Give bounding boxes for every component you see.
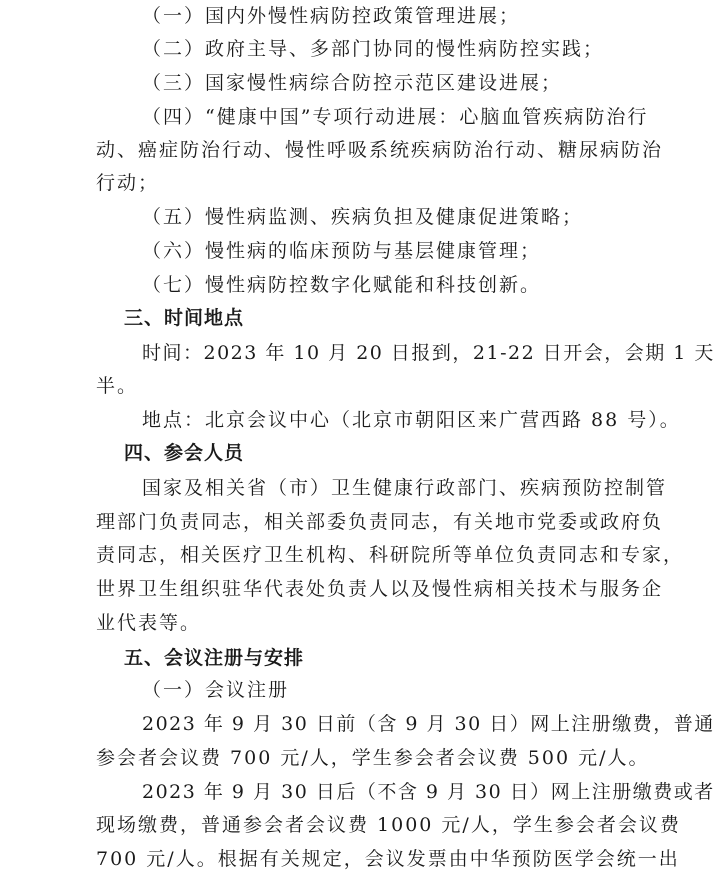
section-4-heading: 四、参会人员 <box>124 442 245 465</box>
time-line-2: 半。 <box>96 374 139 397</box>
attendees-line-1: 国家及相关省（市）卫生健康行政部门、疾病预防控制管 <box>142 476 668 499</box>
section-3-heading: 三、时间地点 <box>124 307 245 330</box>
fee-para-2-line-1: 2023 年 9 月 30 日后（不含 9 月 30 日）网上注册缴费或者 <box>142 780 715 803</box>
attendees-line-2: 理部门负责同志，相关部委负责同志，有关地市党委或政府负 <box>96 510 664 533</box>
fee-para-2-line-2: 现场缴费，普通参会者会议费 1000 元/人，学生参会者会议费 <box>96 814 681 837</box>
attendees-line-3: 责同志，相关医疗卫生机构、科研院所等单位负责同志和专家， <box>96 544 685 567</box>
fee-para-1-line-1: 2023 年 9 月 30 日前（含 9 月 30 日）网上注册缴费，普通 <box>142 713 715 736</box>
list-item-4-cont2: 行动； <box>96 171 160 194</box>
list-item-6: （六）慢性病的临床预防与基层健康管理； <box>142 239 542 262</box>
attendees-line-4: 世界卫生组织驻华代表处负责人以及慢性病相关技术与服务企 <box>96 578 664 601</box>
list-item-4-cont: 动、癌症防治行动、慢性呼吸系统疾病防治行动、糖尿病防治 <box>96 138 664 161</box>
section-5-heading: 五、会议注册与安排 <box>124 647 305 670</box>
subsection-registration: （一）会议注册 <box>142 679 290 702</box>
list-item-5: （五）慢性病监测、疾病负担及健康促进策略； <box>142 206 584 229</box>
list-item-3: （三）国家慢性病综合防控示范区建设进展； <box>142 72 563 95</box>
list-item-1: （一）国内外慢性病防控政策管理进展； <box>142 4 521 27</box>
place-line: 地点：北京会议中心（北京市朝阳区来广营西路 88 号）。 <box>142 408 681 431</box>
list-item-7: （七）慢性病防控数字化赋能和科技创新。 <box>142 273 542 296</box>
time-line-1: 时间：2023 年 10 月 20 日报到，21-22 日开会，会期 1 天 <box>142 342 715 365</box>
attendees-line-5: 业代表等。 <box>96 611 202 634</box>
list-item-4: （四）“健康中国”专项行动进展：心脑血管疾病防治行 <box>142 105 649 128</box>
fee-para-2-line-3: 700 元/人。根据有关规定，会议发票由中华预防医学会统一出 <box>96 848 680 870</box>
list-item-2: （二）政府主导、多部门协同的慢性病防控实践； <box>142 38 605 61</box>
fee-para-1-line-2: 参会者会议费 700 元/人，学生参会者会议费 500 元/人。 <box>96 746 650 769</box>
